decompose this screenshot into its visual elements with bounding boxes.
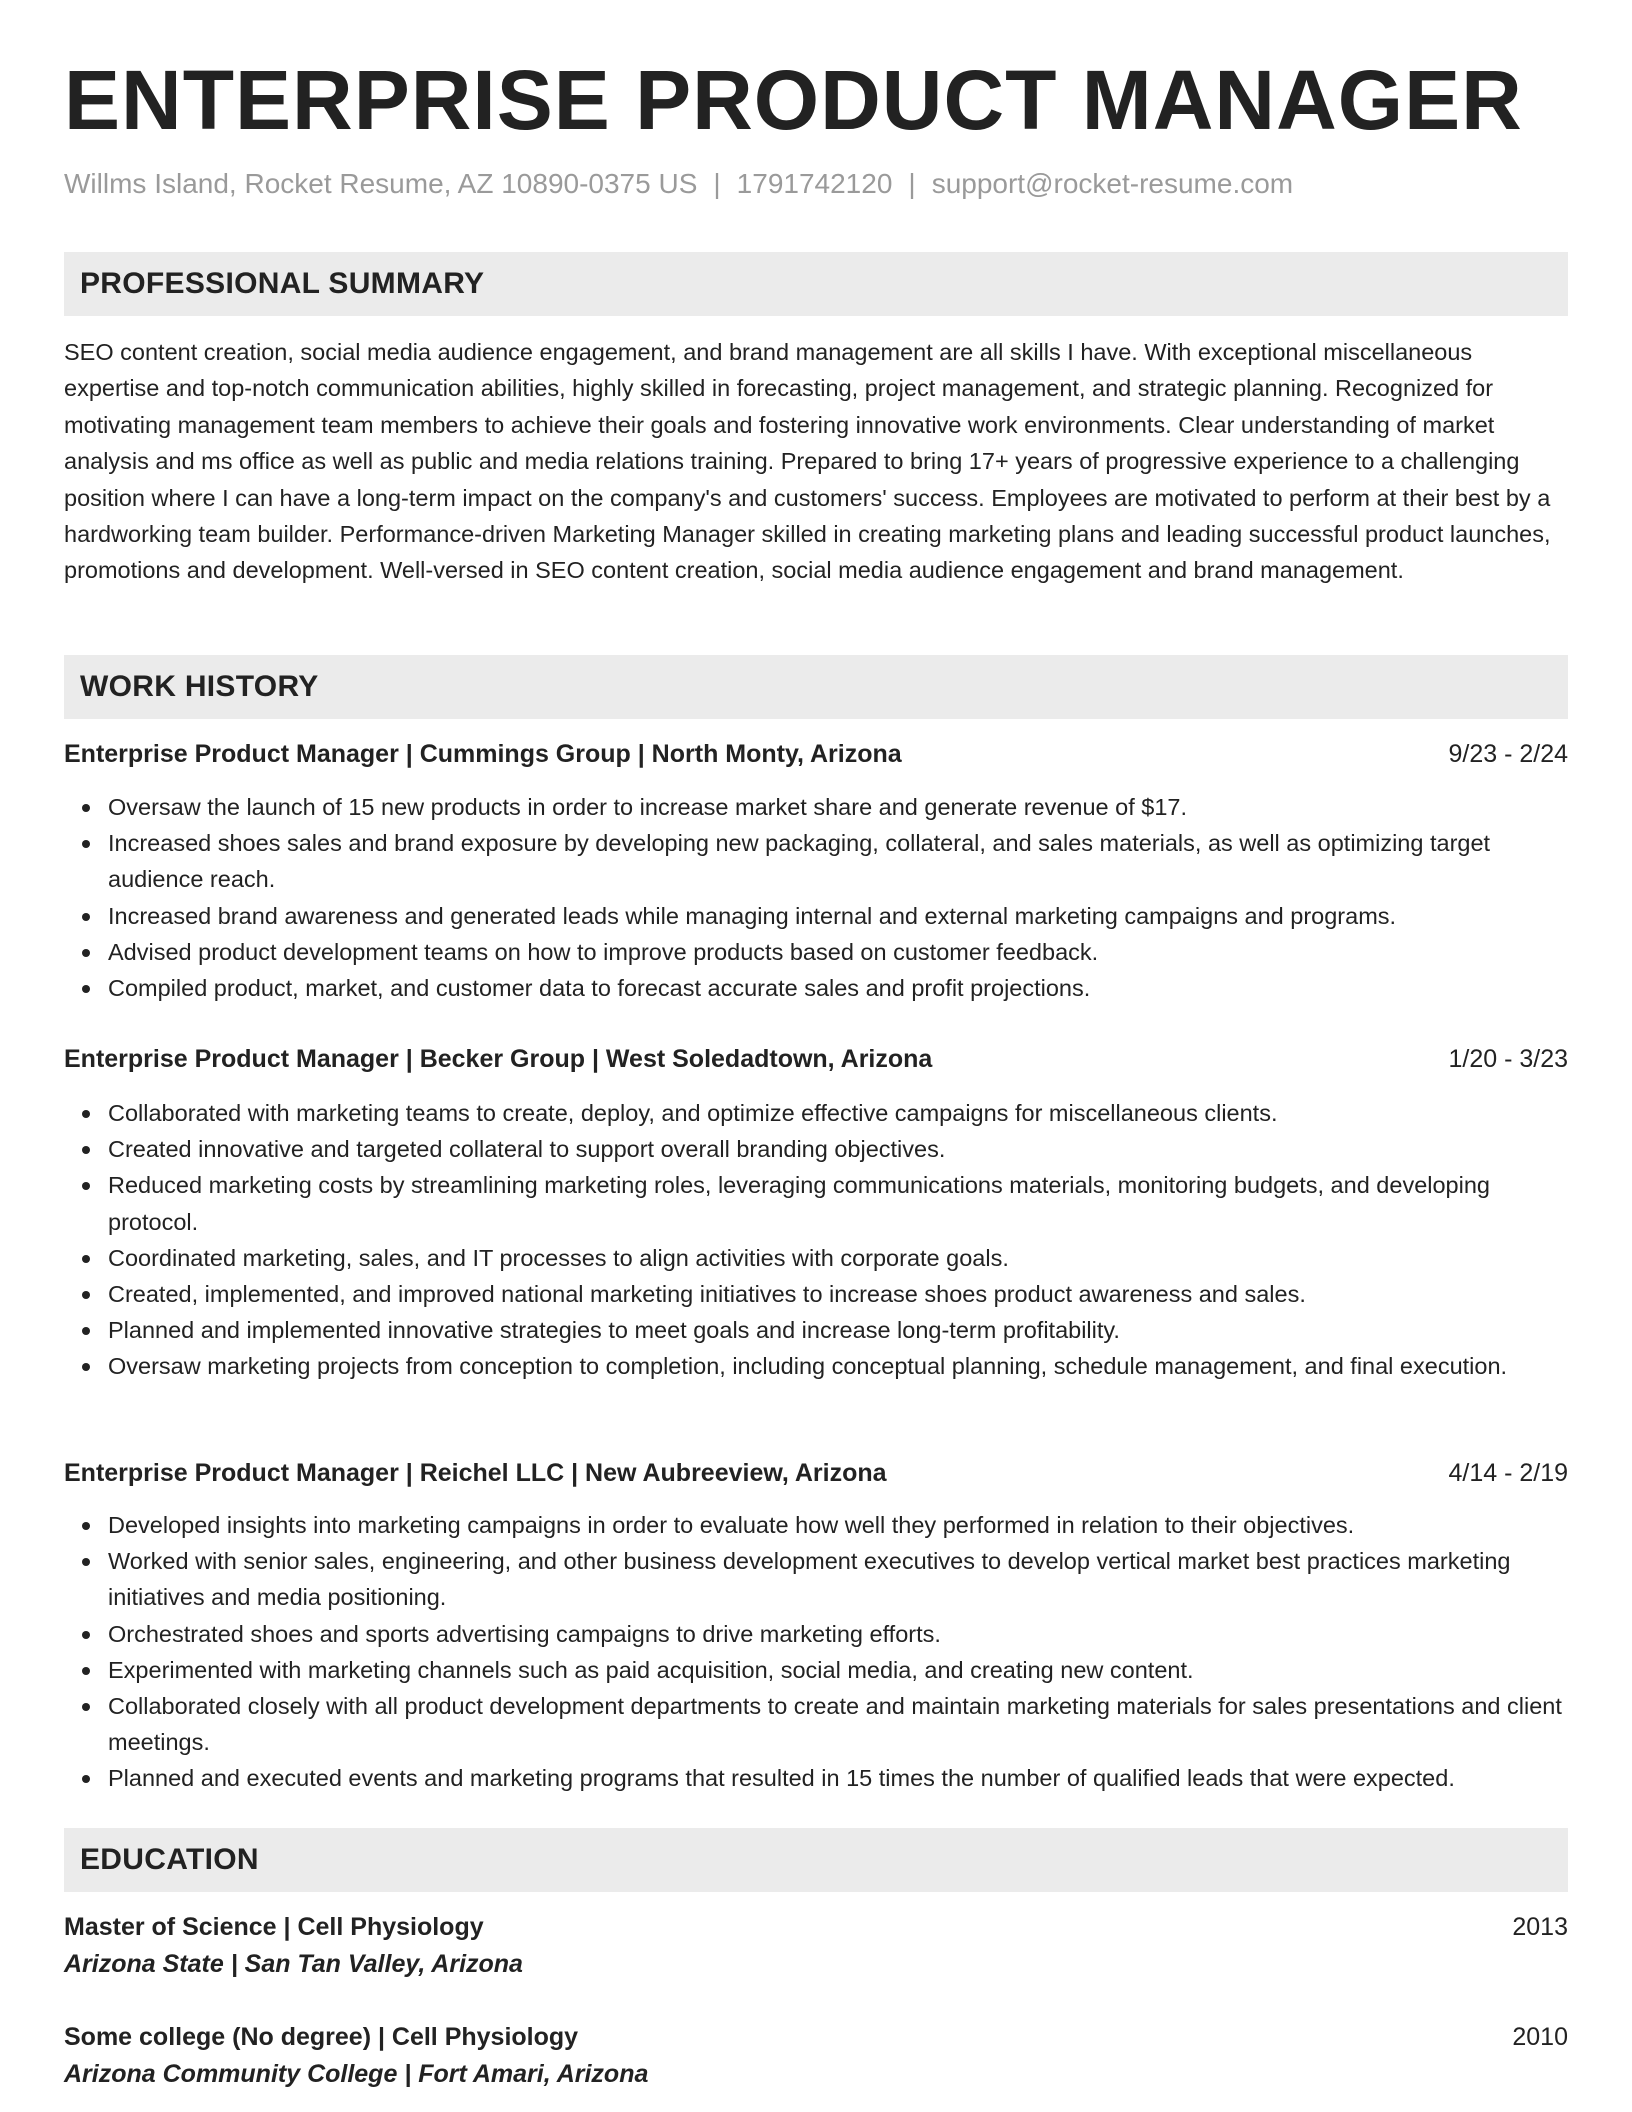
job-bullet: Coordinated marketing, sales, and IT processes to align activities with corporate goals.: [108, 1240, 1568, 1276]
contact-line: [64, 168, 1293, 200]
contact-phone: 1791742120: [736, 168, 893, 199]
section-header-work-history: [64, 655, 1568, 719]
education-year: 2013: [1512, 1913, 1568, 1941]
section-title: WORK HISTORY: [80, 670, 319, 703]
job-bullet: Collaborated with marketing teams to create, deploy, and optimize effective campaigns for miscellaneous clients.: [108, 1095, 1568, 1131]
job-title: Enterprise Product Manager | Becker Group | West Soledadtown, Arizona: [64, 1045, 933, 1073]
job-bullet: Experimented with marketing channels such as paid acquisition, social media, and creating new content.: [108, 1652, 1568, 1688]
education-school: Arizona State | San Tan Valley, Arizona: [64, 1950, 523, 1978]
education-school: Arizona Community College | Fort Amari, Arizona: [64, 2060, 649, 2088]
section-header-summary: [64, 252, 1568, 316]
job-bullet: Created, implemented, and improved national marketing initiatives to increase shoes product awareness and sales.: [108, 1276, 1568, 1312]
job-header: [64, 740, 1568, 772]
job-bullet: Created innovative and targeted collateral to support overall branding objectives.: [108, 1131, 1568, 1167]
job-bullet: Worked with senior sales, engineering, and other business development executives to develop vertical market best practices marketing initiatives and media positioning.: [108, 1543, 1568, 1615]
job-bullet: Reduced marketing costs by streamlining marketing roles, leveraging communications materials, monitoring budgets, and developing protocol.: [108, 1167, 1568, 1239]
education-entry: [64, 2023, 1568, 2055]
job-dates: 1/20 - 3/23: [1448, 1045, 1568, 1073]
resume-name: ENTERPRISE PRODUCT MANAGER: [64, 53, 1523, 147]
job-bullet: Increased brand awareness and generated leads while managing internal and external marketing campaigns and programs.: [108, 898, 1568, 934]
job-bullet-list: [64, 1095, 1568, 1385]
job-title: Enterprise Product Manager | Reichel LLC | New Aubreeview, Arizona: [64, 1459, 887, 1487]
section-header-education: [64, 1828, 1568, 1892]
job-dates: 4/14 - 2/19: [1448, 1459, 1568, 1487]
job-header: [64, 1045, 1568, 1077]
job-dates: 9/23 - 2/24: [1448, 740, 1568, 768]
job-bullet: Developed insights into marketing campaigns in order to evaluate how well they performed in relation to their objectives.: [108, 1507, 1568, 1543]
contact-email[interactable]: support@rocket-resume.com: [931, 168, 1294, 199]
education-entry: [64, 1913, 1568, 1945]
job-bullet: Oversaw marketing projects from conception to completion, including conceptual planning, schedule management, and final execution.: [108, 1348, 1568, 1384]
education-year: 2010: [1512, 2023, 1568, 2051]
job-bullet: Increased shoes sales and brand exposure by developing new packaging, collateral, and sales materials, as well as optimizing target audience reach.: [108, 825, 1568, 897]
section-title: PROFESSIONAL SUMMARY: [80, 267, 485, 300]
job-bullet: Compiled product, market, and customer data to forecast accurate sales and profit projections.: [108, 970, 1568, 1006]
job-bullet: Planned and implemented innovative strategies to meet goals and increase long-term profitability.: [108, 1312, 1568, 1348]
job-bullet: Advised product development teams on how to improve products based on customer feedback.: [108, 934, 1568, 970]
job-bullet: Collaborated closely with all product development departments to create and maintain marketing materials for sales presentations and client meetings.: [108, 1688, 1568, 1760]
education-degree: Master of Science | Cell Physiology: [64, 1913, 484, 1941]
contact-separator: |: [713, 168, 721, 199]
job-title: Enterprise Product Manager | Cummings Group | North Monty, Arizona: [64, 740, 902, 768]
job-bullet: Planned and executed events and marketing programs that resulted in 15 times the number of qualified leads that were expected.: [108, 1760, 1568, 1796]
job-bullet: Oversaw the launch of 15 new products in order to increase market share and generate revenue of $17.: [108, 789, 1568, 825]
education-degree: Some college (No degree) | Cell Physiology: [64, 2023, 579, 2051]
section-title: EDUCATION: [80, 1843, 259, 1876]
contact-separator: |: [908, 168, 916, 199]
contact-address: Willms Island, Rocket Resume, AZ 10890-0375 US: [64, 168, 698, 199]
job-bullet: Orchestrated shoes and sports advertising campaigns to drive marketing efforts.: [108, 1616, 1568, 1652]
summary-text: SEO content creation, social media audience engagement, and brand management are all skills I have. With exceptional miscellaneous expertise and top-notch communication abilities, highly skilled in forecasting, project management, and strategic planning. Recognized for motivating management team members to achieve their goals and fostering innovative work environments. Clear understanding of market analysis and ms office as well as public and media relations training. Prepared to bring 17+ years of progressive experience to a challenging position where I can have a long-term impact on the company's and customers' success. Employees are motivated to perform at their best by a hardworking team builder. Performance-driven Marketing Manager skilled in creating marketing plans and leading successful product launches, promotions and development. Well-versed in SEO content creation, social media audience engagement and brand management.: [64, 339, 1551, 584]
job-bullet-list: [64, 1507, 1568, 1797]
job-header: [64, 1459, 1568, 1491]
job-bullet-list: [64, 789, 1568, 1006]
